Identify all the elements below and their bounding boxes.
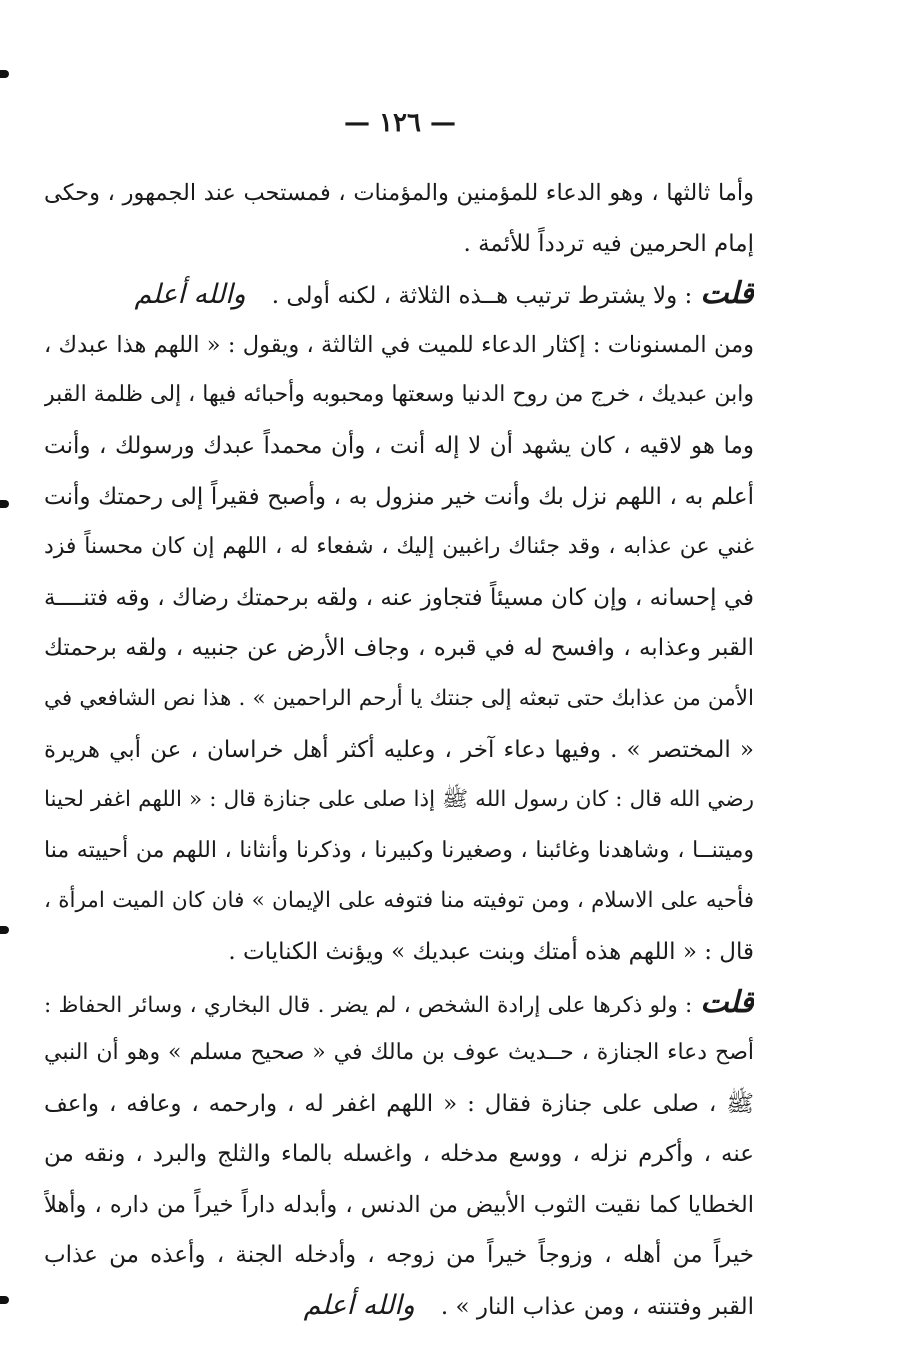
text-line bbox=[44, 320, 754, 371]
closing-phrase: والله أعلم bbox=[134, 279, 246, 311]
text-line bbox=[44, 472, 754, 523]
line-text: ﷺ ، صلى على جنازة فقال : « اللهم اغفر له ، وارحمه ، وعافه ، واعف bbox=[44, 1090, 754, 1117]
line-text: رضي الله قال : كان رسول الله ﷺ إذا صلى على جنازة قال : « اللهم اغفر لحينا bbox=[44, 787, 754, 813]
text-line bbox=[44, 775, 754, 826]
line-text: إمام الحرمين فيه تردداً للأئمة . bbox=[463, 230, 754, 257]
text-line bbox=[44, 876, 754, 927]
line-text: الأمن من عذابك حتى تبعثه إلى جنتك يا أرحم الراحمين » . هذا نص الشافعي في bbox=[44, 685, 754, 711]
line-text: وما هو لاقيه ، كان يشهد أن لا إله أنت ، وأن محمداً عبدك ورسولك ، وأنت bbox=[44, 432, 754, 459]
scan-edge-mark bbox=[0, 926, 9, 934]
text-line bbox=[44, 269, 754, 320]
text-line bbox=[44, 826, 754, 877]
page-number: — ١٢٦ — bbox=[343, 108, 457, 138]
line-text: خيراً من أهله ، وزوجاً خيراً من زوجه ، وأدخله الجنة ، وأعذه من عذاب bbox=[44, 1242, 754, 1269]
line-text: الخطايا كما نقيت الثوب الأبيض من الدنس ، وأبدله داراً خيراً من داره ، وأهلاً bbox=[44, 1191, 754, 1218]
line-text: قال : « اللهم هذه أمتك وبنت عبديك » ويؤنث الكنايات . bbox=[228, 938, 754, 965]
text-line bbox=[44, 623, 754, 674]
line-text: القبر وعذابه ، وافسح له في قبره ، وجاف الأرض عن جنبيه ، ولقه برحمتك bbox=[44, 635, 754, 662]
text-line bbox=[44, 978, 754, 1029]
text-line bbox=[44, 1180, 754, 1231]
line-text: أصح دعاء الجنازة ، حــديث عوف بن مالك في « صحيح مسلم » وهو أن النبي bbox=[44, 1040, 754, 1066]
line-text: فأحيه على الاسلام ، ومن توفيته منا فتوفه على الإيمان » فان كان الميت امرأة ، bbox=[44, 888, 754, 914]
text-line bbox=[44, 1028, 754, 1079]
text-line bbox=[44, 522, 754, 573]
line-text: : ولو ذكرها على إرادة الشخص ، لم يضر . قال البخاري ، وسائر الحفاظ : bbox=[44, 992, 693, 1018]
body-text bbox=[44, 168, 754, 1332]
qult-heading: قلت bbox=[700, 276, 754, 312]
line-text: وميتنــا ، وشاهدنا وغائبنا ، وصغيرنا وكبيرنا ، وذكرنا وأنثانا ، اللهم من أحييته منا bbox=[44, 837, 754, 863]
text-line bbox=[44, 421, 754, 472]
text-line bbox=[44, 1079, 754, 1130]
text-line bbox=[44, 1230, 754, 1281]
text-line bbox=[44, 725, 754, 776]
line-text: ومن المسنونات : إكثار الدعاء للميت في الثالثة ، ويقول : « اللهم هذا عبدك ، bbox=[44, 331, 754, 358]
line-text: وابن عبديك ، خرج من روح الدنيا وسعتها ومحبوبه وأحبائه فيها ، إلى ظلمة القبر bbox=[44, 382, 754, 408]
line-text: في إحسانه ، وإن كان مسيئاً فتجاوز عنه ، ولقه برحمتك رضاك ، وقه فتنــــة bbox=[44, 584, 754, 611]
line-text: القبر وفتنته ، ومن عذاب النار » . bbox=[440, 1294, 754, 1321]
scan-edge-mark bbox=[0, 500, 9, 508]
line-text: « المختصر » . وفيها دعاء آخر ، وعليه أكثر أهل خراسان ، عن أبي هريرة bbox=[44, 736, 754, 763]
line-text: أعلم به ، اللهم نزل بك وأنت خير منزول به ، وأصبح فقيراً إلى رحمتك وأنت bbox=[44, 483, 754, 510]
text-line bbox=[44, 168, 754, 219]
text-line bbox=[44, 573, 754, 624]
qult-heading: قلت bbox=[700, 984, 754, 1020]
line-text: غني عن عذابه ، وقد جئناك راغبين إليك ، شفعاء له ، اللهم إن كان محسناً فزد bbox=[44, 534, 754, 560]
line-text: وأما ثالثها ، وهو الدعاء للمؤمنين والمؤمنات ، فمستحب عند الجمهور ، وحكى bbox=[44, 180, 754, 206]
text-line bbox=[44, 1281, 754, 1332]
text-line bbox=[44, 219, 754, 270]
text-line bbox=[44, 370, 754, 421]
scan-edge-mark bbox=[0, 1296, 9, 1304]
line-text: عنه ، وأكرم نزله ، ووسع مدخله ، واغسله بالماء والثلج والبرد ، ونقه من bbox=[44, 1141, 754, 1168]
text-line bbox=[44, 927, 754, 978]
line-text: : ولا يشترط ترتيب هــذه الثلاثة ، لكنه أولى . bbox=[271, 283, 693, 310]
text-line bbox=[44, 1129, 754, 1180]
scan-edge-mark bbox=[0, 70, 9, 78]
text-line bbox=[44, 674, 754, 725]
closing-phrase: والله أعلم bbox=[303, 1290, 415, 1322]
